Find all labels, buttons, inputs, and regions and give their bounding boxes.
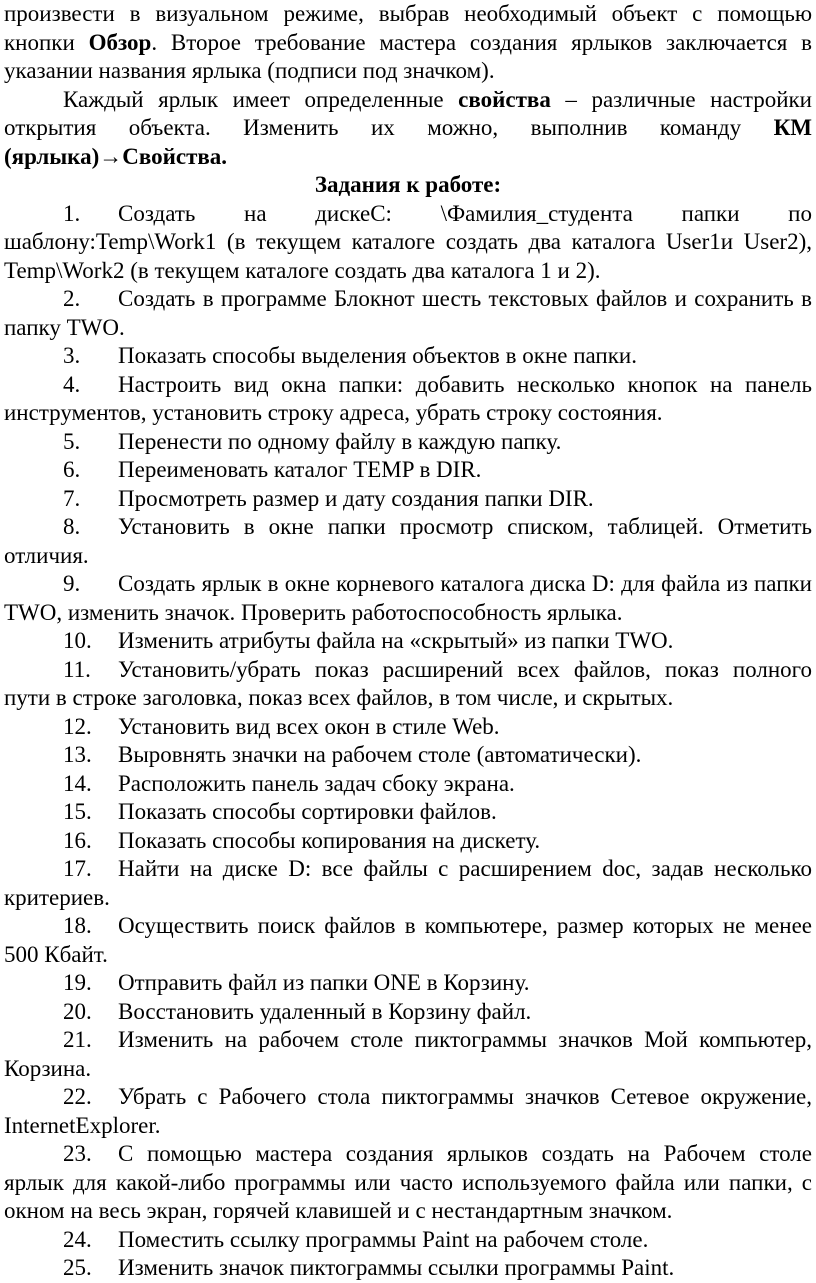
tasks-heading: Задания к работе: [314, 172, 502, 197]
task-number: 19. [63, 970, 92, 995]
intro-p1-text-b: . Второе требование мастера создания ярлыков заключается в указании названия ярлыка (подписи под значком). [4, 29, 813, 83]
task-number: 24. [63, 1226, 92, 1252]
task-text: Показать способы копирования на дискету. [118, 827, 541, 853]
task-item [4, 827, 812, 856]
task-item [4, 342, 812, 371]
task-number: 7. [63, 485, 81, 511]
task-item [4, 1083, 812, 1140]
task-text: Выровнять значки на рабочем столе (автоматически). [118, 742, 642, 767]
task-item [4, 912, 812, 969]
intro-paragraph-2 [4, 86, 812, 172]
task-number: 1. [63, 200, 81, 226]
intro-p2-text-b: – различные настройки открытия объекта. Изменить их можно, выполнив команду [4, 86, 812, 140]
task-number: 8. [63, 514, 81, 539]
intro-p1-text-a: произвести в визуальном режиме, выбрав необходимый объект с помощью кнопки [4, 1, 812, 55]
task-text: С помощью мастера создания ярлыков создать на Рабочем столе ярлык для какой-либо программы или часто используемого файла или папки, с окном на весь экран, горячей клавишей и с нестандартным значком. [4, 1141, 812, 1223]
task-list [4, 200, 812, 1283]
task-item [4, 513, 812, 570]
task-text: Восстановить удаленный в Корзину файл. [118, 998, 532, 1024]
intro-p2-bold-a: свойства [458, 86, 551, 112]
task-text: Поместить ссылку программы Paint на рабочем столе. [118, 1226, 649, 1252]
task-item [4, 627, 812, 656]
task-item [4, 428, 812, 457]
task-text: Создать на дискеС: \Фамилия_студента папки по шаблону:Temp\Work1 (в текущем каталоге создать два каталога User1и User2), Temp\Work2 (в текущем каталоге создать два каталога 1 и 2). [4, 200, 812, 283]
intro-p2-bold-b: КМ (ярлыка)→Свойства. [4, 115, 812, 169]
task-text: Переименовать каталог TEMP в DIR. [118, 457, 482, 482]
task-text: Создать в программе Блокнот шесть текстовых файлов и сохранить в папку TWO. [4, 286, 812, 340]
task-number: 11. [63, 656, 91, 682]
task-text: Перенести по одному файлу в каждую папку. [118, 428, 562, 454]
task-text: Установить/убрать показ расширений всех файлов, показ полного пути в строке заголовка, показ всех файлов, в том числе, и скрытых. [4, 656, 812, 710]
task-text: Просмотреть размер и дату создания папки DIR. [118, 485, 594, 511]
intro-paragraph-1 [4, 0, 812, 86]
task-text: Осуществить поиск файлов в компьютере, размер которых не менее 500 Кбайт. [4, 913, 812, 967]
document-page [4, 0, 812, 1283]
task-number: 5. [63, 428, 81, 454]
task-number: 23. [63, 1141, 92, 1166]
task-text: Найти на диске D: все файлы с расширением doc, задав несколько критериев. [4, 856, 812, 910]
task-item [4, 285, 812, 342]
task-item [4, 456, 812, 485]
intro-p2-text-a: Каждый ярлык имеет определенные [63, 86, 459, 112]
task-number: 10. [63, 628, 92, 653]
task-text: Изменить на рабочем столе пиктограммы значков Мой компьютер, Корзина. [4, 1027, 812, 1081]
task-number: 6. [63, 457, 81, 482]
task-text: Изменить значок пиктограммы ссылки программы Paint. [118, 1255, 675, 1280]
task-text: Изменить атрибуты файла на «скрытый» из папки TWO. [118, 628, 674, 653]
task-item [4, 855, 812, 912]
task-number: 14. [63, 770, 92, 796]
task-number: 15. [63, 799, 92, 824]
task-number: 12. [63, 713, 92, 739]
task-item [4, 798, 812, 827]
task-item [4, 741, 812, 770]
task-text: Отправить файл из папки ONE в Корзину. [118, 970, 530, 995]
task-number: 20. [63, 998, 92, 1024]
task-text: Расположить панель задач сбоку экрана. [118, 770, 515, 796]
task-item [4, 998, 812, 1027]
task-item [4, 656, 812, 713]
task-item [4, 770, 812, 799]
task-text: Настроить вид окна папки: добавить несколько кнопок на панель инструментов, установить строку адреса, убрать строку состояния. [4, 371, 812, 425]
task-item [4, 200, 812, 286]
task-number: 25. [63, 1255, 92, 1280]
task-text: Убрать с Рабочего стола пиктограммы значков Сетевое окружение, InternetExplorer. [4, 1084, 812, 1138]
task-number: 4. [63, 371, 81, 397]
task-number: 9. [63, 571, 81, 596]
intro-p1-bold: Обзор [88, 29, 152, 55]
task-number: 21. [63, 1027, 92, 1052]
task-item [4, 1140, 812, 1226]
task-item [4, 1226, 812, 1255]
task-item [4, 1026, 812, 1083]
task-text: Показать способы сортировки файлов. [118, 799, 497, 824]
task-text: Установить в окне папки просмотр списком, таблицей. Отметить отличия. [4, 514, 812, 568]
task-item [4, 485, 812, 514]
task-item [4, 969, 812, 998]
task-text: Установить вид всех окон в стиле Web. [118, 713, 500, 739]
task-number: 16. [63, 827, 92, 853]
task-item [4, 570, 812, 627]
task-item [4, 371, 812, 428]
task-number: 22. [63, 1084, 92, 1109]
task-number: 2. [63, 286, 81, 311]
task-number: 13. [63, 742, 92, 767]
task-number: 3. [63, 343, 81, 368]
task-text: Создать ярлык в окне корневого каталога диска D: для файла из папки TWO, изменить значок. Проверить работоспособность ярлыка. [4, 571, 812, 625]
task-item [4, 713, 812, 742]
task-text: Показать способы выделения объектов в окне папки. [118, 343, 637, 368]
task-number: 18. [63, 913, 92, 938]
task-item [4, 1254, 812, 1283]
task-number: 17. [63, 856, 92, 881]
